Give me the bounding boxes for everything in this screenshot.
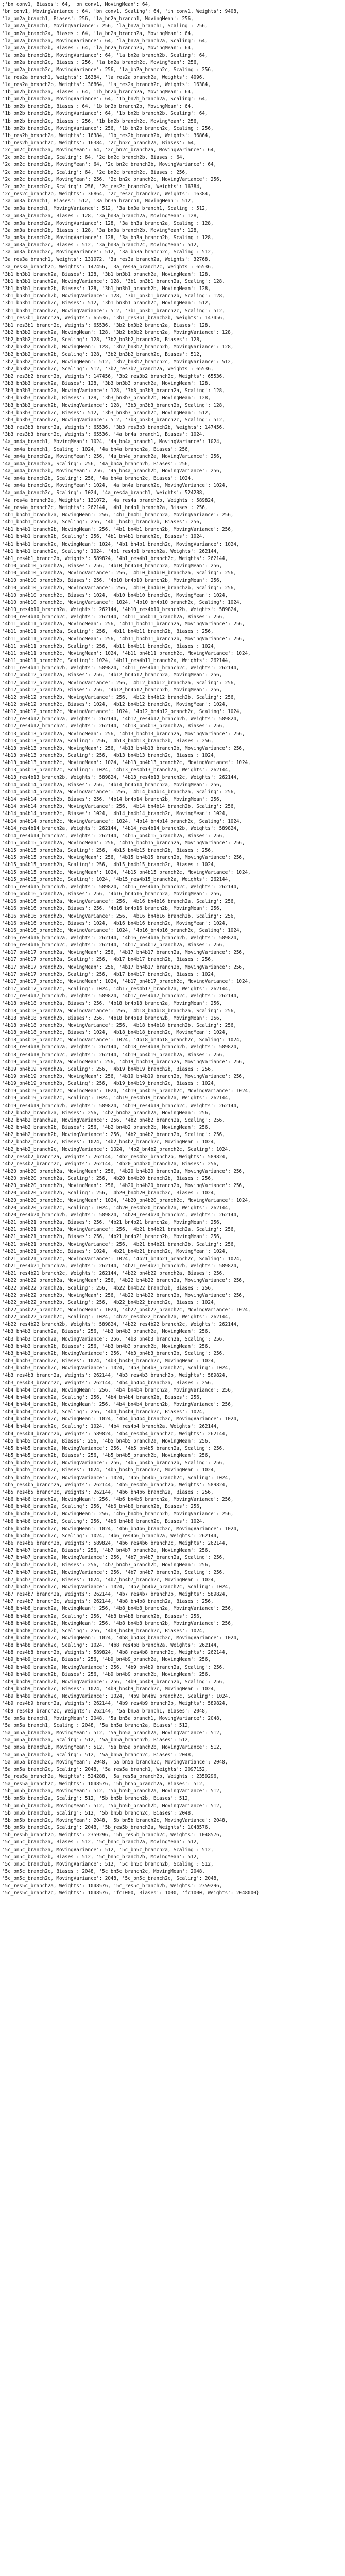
- log-line: '4b14_bn4b14_branch2a, MovingVariance': 256, '4b14_bn4b14_branch2a, Scaling': 256,: [2, 789, 236, 795]
- log-line: '4b1_bn4b1_branch2b, MovingMean': 256, '4b1_bn4b1_branch2b, MovingVariance': 256,: [2, 527, 234, 533]
- log-line: '4b19_bn4b19_branch2a, Scaling': 256, '4b19_bn4b19_branch2b, Biases': 256,: [2, 1066, 214, 1072]
- log-line: '3a_bn3a_branch2a, Biases': 128, '3a_bn3a_branch2a, MovingMean': 128,: [2, 213, 199, 219]
- log-line: '4b7_bn4b7_branch2c, MovingVariance': 1024, '4b7_bn4b7_branch2c, Scaling': 1024,: [2, 1584, 231, 1590]
- log-line: '4b18_bn4b18_branch2a, MovingVariance': 256, '4b18_bn4b18_branch2a, Scaling': 256,: [2, 1008, 236, 1014]
- log-line: '4a_bn4a_branch2a, MovingMean': 256, '4a_bn4a_branch2a, MovingVariance': 256,: [2, 453, 222, 460]
- log-line: '3b3_bn3b3_branch2c, MovingVariance': 512, '3b3_bn3b3_branch2c, Scaling': 512,: [2, 417, 225, 423]
- log-line: '4b16_res4b16_branch2a, Weights': 262144, '4b16_res4b16_branch2b, Weights': 589824,: [2, 935, 239, 941]
- log-line: '3b2_bn3b2_branch2a, MovingMean': 128, '3b2_bn3b2_branch2a, MovingVariance': 128,: [2, 330, 234, 336]
- log-line: '4b19_bn4b19_branch2c, Scaling': 1024, '4b19_res4b19_branch2a, Weights': 262144,: [2, 1095, 231, 1101]
- log-line: '5c_bn5c_branch2a, MovingVariance': 512, '5c_bn5c_branch2a, Scaling': 512,: [2, 1846, 214, 1853]
- log-line: '4b8_bn4b8_branch2c, MovingMean': 1024, '4b8_bn4b8_branch2c, MovingVariance': 1024,: [2, 1635, 239, 1641]
- log-line: '4b12_bn4b12_branch2c, Biases': 1024, '4b12_bn4b12_branch2c, MovingMean': 1024,: [2, 702, 228, 707]
- log-line: '4b10_res4b10_branch2c, Weights': 262144, '4b11_bn4b11_branch2a, Biases': 256,: [2, 614, 225, 620]
- log-line: 'la_res2a_branch2b, Weights': 36864, 'la_res2a_branch2c, Weights': 16384,: [2, 81, 211, 88]
- log-line: '4b9_bn4b9_branch2a, Biases': 256, '4b9_bn4b9_branch2a, MovingMean': 256,: [2, 1657, 211, 1663]
- log-line: '4b10_bn4b10_branch2b, Biases': 256, '4b10_bn4b10_branch2b, MovingMean': 256,: [2, 578, 222, 584]
- log-line: '5a_bn5a_branch2a, MovingMean': 512, '5a_bn5a_branch2a, MovingVariance': 512,: [2, 1730, 222, 1736]
- log-line: '4b21_bn4b21_branch2c, Biases': 1024, '4b21_bn4b21_branch2c, MovingMean': 1024,: [2, 1248, 228, 1255]
- log-line: '2c_bn2c_branch2c, MovingMean': 256, '2c_bn2c_branch2c, MovingVariance': 256,: [2, 176, 222, 182]
- log-line: '4b13_bn4b13_branch2c, Scaling': 1024, '4b13_res4b13_branch2a, Weights': 262144,: [2, 767, 231, 773]
- log-line: '4b3_bn4b3_branch2c, Biases': 1024, '4b3_bn4b3_branch2c, MovingMean': 1024,: [2, 1358, 217, 1364]
- log-line: '5b_bn5b_branch2b, Scaling': 512, '5b_bn5b_branch2c, Biases': 2048,: [2, 1810, 194, 1816]
- log-line: '4b15_bn4b15_branch2b, MovingMean': 256, '4b15_bn4b15_branch2b, MovingVariance': 256,: [2, 855, 245, 861]
- log-line: '4b19_res4b19_branch2b, Weights': 589824, '4b19_res4b19_branch2c, Weights': 262144,: [2, 1103, 239, 1109]
- log-line: '5a_res5a_branch2c, Weights': 1048576, '5b_bn5b_branch2a, Biases': 512,: [2, 1781, 205, 1787]
- log-line: '4b19_bn4b19_branch2b, Scaling': 256, '4b19_bn4b19_branch2c, Biases': 1024,: [2, 1081, 217, 1087]
- log-line: '3a_bn3a_branch1, Biases': 512, '3a_bn3a_branch1, MovingMean': 512,: [2, 198, 194, 205]
- log-line: '4b3_bn4b3_branch2a, Biases': 256, '4b3_bn4b3_branch2a, MovingMean': 256,: [2, 1329, 211, 1335]
- log-line: '4b12_bn4b12_branch2c, MovingVariance': 1024, '4b12_bn4b12_branch2c, Scaling': 1024,: [2, 709, 242, 715]
- log-line: '4b15_bn4b15_branch2a, MovingMean': 256, '4b15_bn4b15_branch2a, MovingVariance': 256,: [2, 840, 245, 846]
- log-line: '4b16_bn4b16_branch2b, MovingVariance': 256, '4b16_bn4b16_branch2b, Scaling': 256,: [2, 913, 236, 919]
- log-line: '4b18_res4b18_branch2a, Weights': 262144, '4b18_res4b18_branch2b, Weights': 589824,: [2, 1044, 239, 1050]
- log-line: '4b12_res4b12_branch2c, Weights': 262144, '4b13_bn4b13_branch2a, Biases': 256,: [2, 723, 225, 730]
- log-line: '4b17_bn4b17_branch2c, MovingMean': 1024, '4b17_bn4b17_branch2c, MovingVariance': 1024,: [2, 978, 251, 985]
- log-line: '4b9_res4b9_branch2c, Weights': 262144, '5a_bn5a_branch1, Biases': 2048,: [2, 1708, 208, 1714]
- log-line: '4b10_res4b10_branch2a, Weights': 262144, '4b10_res4b10_branch2b, Weights': 589824,: [2, 606, 239, 613]
- log-line: '4b14_bn4b14_branch2c, MovingVariance': 1024, '4b14_bn4b14_branch2c, Scaling': 1024,: [2, 818, 242, 824]
- log-line: '4b6_bn4b6_branch2a, Scaling': 256, '4b6_bn4b6_branch2b, Biases': 256,: [2, 1504, 202, 1510]
- log-line: '1b_bn2b_branch2a, Biases': 64, '1b_bn2b_branch2a, MovingMean': 64,: [2, 89, 194, 95]
- log-line: '4b22_bn4b22_branch2a, MovingMean': 256, '4b22_bn4b22_branch2a, MovingVariance': 256,: [2, 1278, 245, 1284]
- log-line: '4b5_bn4b5_branch2b, MovingVariance': 256, '4b5_bn4b5_branch2b, Scaling': 256,: [2, 1460, 225, 1466]
- log-line: '4b10_bn4b10_branch2a, MovingVariance': 256, '4b10_bn4b10_branch2a, Scaling': 256,: [2, 570, 236, 577]
- log-line: '4b8_bn4b8_branch2c, Scaling': 1024, '4b8_res4b8_branch2a, Weights': 262144,: [2, 1642, 219, 1649]
- log-line: '4b11_bn4b11_branch2c, MovingMean': 1024, '4b11_bn4b11_branch2c, MovingVariance': 1024,: [2, 650, 251, 656]
- log-line: '3b3_res3b3_branch2c, Weights': 65536, '4a_bn4a_branch1, Biases': 1024,: [2, 432, 205, 438]
- log-line: '4b22_bn4b22_branch2c, Scaling': 1024, '4b22_res4b22_branch2a, Weights': 262144,: [2, 1314, 231, 1320]
- log-line: '4b16_bn4b16_branch2a, Biases': 256, '4b16_bn4b16_branch2a, MovingMean': 256,: [2, 891, 222, 897]
- log-line: 'la_bn2a_branch2a, Biases': 64, 'la_bn2a_branch2a, MovingMean': 64,: [2, 30, 194, 37]
- log-line: '4a_res4a_branch2a, Weights': 131072, '4a_res4a_branch2b, Weights': 589824,: [2, 497, 217, 503]
- log-line: '4b5_bn4b5_branch2c, MovingVariance': 1024, '4b5_bn4b5_branch2c, Scaling': 1024,: [2, 1475, 231, 1481]
- log-line: '2c_bn2c_branch2b, MovingMean': 64, '2c_bn2c_branch2b, MovingVariance': 64,: [2, 162, 217, 168]
- log-line: '4b11_bn4b11_branch2a, Scaling': 256, '4b11_bn4b11_branch2b, Biases': 256,: [2, 629, 214, 635]
- log-line: '1b_bn2b_branch2b, MovingVariance': 64, '1b_bn2b_branch2b, Scaling': 64,: [2, 111, 208, 117]
- log-line: '4b19_bn4b19_branch2c, MovingMean': 1024, '4b19_bn4b19_branch2c, MovingVariance': 1024,: [2, 1088, 251, 1094]
- log-line: '4a_bn4a_branch1, Scaling': 1024, '4a_bn4a_branch2a, Biases': 256,: [2, 446, 191, 452]
- log-line: '4b7_bn4b7_branch2c, Biases': 1024, '4b7_bn4b7_branch2c, MovingMean': 1024,: [2, 1577, 217, 1583]
- log-line: '4b22_bn4b22_branch2c, MovingMean': 1024, '4b22_bn4b22_branch2c, MovingVariance': 1024,: [2, 1307, 251, 1313]
- log-line: '1b_res2b_branch2c, Weights': 16384, '2c_bn2c_branch2a, Biases': 64,: [2, 140, 197, 146]
- log-line: '4b1_bn4b1_branch2a, MovingMean': 256, '4b1_bn4b1_branch2a, MovingVariance': 256,: [2, 512, 234, 518]
- log-line: '4b19_bn4b19_branch2a, MovingMean': 256, '4b19_bn4b19_branch2a, MovingVariance': 256,: [2, 1059, 245, 1065]
- log-line: '4b18_bn4b18_branch2a, Biases': 256, '4b18_bn4b18_branch2a, MovingMean': 256,: [2, 1001, 222, 1007]
- log-line: '4b15_bn4b15_branch2a, Scaling': 256, '4b15_bn4b15_branch2b, Biases': 256,: [2, 848, 214, 854]
- log-line: '4b21_bn4b21_branch2b, Biases': 256, '4b21_bn4b21_branch2b, MovingMean': 256,: [2, 1234, 222, 1240]
- log-line: '4b2_bn4b2_branch2c, MovingVariance': 1024, '4b2_bn4b2_branch2c, Scaling': 1024,: [2, 1146, 231, 1153]
- log-line: '4b9_bn4b9_branch2b, Biases': 256, '4b9_bn4b9_branch2b, MovingMean': 256,: [2, 1671, 211, 1677]
- log-line: '4b13_bn4b13_branch2c, MovingMean': 1024, '4b13_bn4b13_branch2c, MovingVariance': 1024,: [2, 760, 251, 766]
- log-line: '4b1_bn4b1_branch2b, Scaling': 256, '4b1_bn4b1_branch2c, Biases': 1024,: [2, 534, 205, 540]
- log-line: '2c_bn2c_branch2c, Scaling': 256, '2c_res2c_branch2a, Weights': 16384,: [2, 183, 202, 190]
- log-line: '3a_bn3a_branch1, MovingVariance': 512, '3a_bn3a_branch1, Scaling': 512,: [2, 206, 208, 212]
- log-line: '4b1_bn4b1_branch2c, Scaling': 1024, '4b1_res4b1_branch2a, Weights': 262144,: [2, 548, 219, 554]
- log-line: '4b7_res4b7_branch2a, Weights': 262144, '4b7_res4b7_branch2b, Weights': 589824,: [2, 1591, 228, 1598]
- log-line: '4b20_bn4b20_branch2a, Scaling': 256, '4b20_bn4b20_branch2b, Biases': 256,: [2, 1176, 214, 1182]
- log-line: '4b11_bn4b11_branch2a, MovingMean': 256, '4b11_bn4b11_branch2a, MovingVariance': 256,: [2, 621, 245, 628]
- log-line: '2c_res2c_branch2b, Weights': 36864, '2c_res2c_branch2c, Weights': 16384,: [2, 191, 211, 197]
- log-line: '4b13_bn4b13_branch2b, Scaling': 256, '4b13_bn4b13_branch2c, Biases': 1024,: [2, 753, 217, 759]
- log-line: '4b10_bn4b10_branch2c, Biases': 1024, '4b10_bn4b10_branch2c, MovingMean': 1024,: [2, 592, 228, 598]
- log-line: '4b8_bn4b8_branch2b, Scaling': 256, '4b8_bn4b8_branch2c, Biases': 1024,: [2, 1628, 205, 1634]
- log-line: '2c_bn2c_branch2a, MovingMean': 64, '2c_bn2c_branch2a, MovingVariance': 64,: [2, 147, 217, 154]
- log-line: '4b20_res4b20_branch2b, Weights': 589824, '4b20_res4b20_branch2c, Weights': 262144,: [2, 1212, 239, 1218]
- log-line: '4b7_bn4b7_branch2a, MovingVariance': 256, '4b7_bn4b7_branch2a, Scaling': 256,: [2, 1555, 225, 1561]
- log-line: '3a_res3a_branch1, Weights': 131072, '3a_res3a_branch2a, Weights': 32768,: [2, 257, 211, 263]
- log-line: '4b15_bn4b15_branch2c, Scaling': 1024, '4b15_res4b15_branch2a, Weights': 262144,: [2, 876, 231, 883]
- log-line: '4b19_bn4b19_branch2b, MovingMean': 256, '4b19_bn4b19_branch2b, MovingVariance': 256,: [2, 1073, 245, 1079]
- log-line: '4b14_bn4b14_branch2b, MovingVariance': 256, '4b14_bn4b14_branch2b, Scaling': 256,: [2, 804, 236, 810]
- log-line: '4b21_bn4b21_branch2a, Biases': 256, '4b21_bn4b21_branch2a, MovingMean': 256,: [2, 1219, 222, 1226]
- log-line: '3b3_bn3b3_branch2b, Biases': 128, '3b3_bn3b3_branch2b, MovingMean': 128,: [2, 395, 211, 401]
- log-line: '3a_bn3a_branch2c, MovingVariance': 512, '3a_bn3a_branch2c, Scaling': 512,: [2, 249, 214, 256]
- log-line: '3b1_bn3b1_branch2c, MovingVariance': 512, '3b1_bn3b1_branch2c, Scaling': 512,: [2, 308, 225, 314]
- log-line: '4b6_bn4b6_branch2c, MovingMean': 1024, '4b6_bn4b6_branch2c, MovingVariance': 1024,: [2, 1526, 239, 1532]
- log-line: '4b20_bn4b20_branch2a, MovingMean': 256, '4b20_bn4b20_branch2a, MovingVariance': 256,: [2, 1168, 245, 1174]
- log-line: '4b3_bn4b3_branch2b, Biases': 256, '4b3_bn4b3_branch2b, MovingMean': 256,: [2, 1343, 211, 1349]
- log-line: '3b2_res3b2_branch2b, Weights': 147456, '3b2_res3b2_branch2c, Weights': 65536,: [2, 373, 225, 379]
- log-line: '3a_bn3a_branch2b, MovingVariance': 128, '3a_bn3a_branch2b, Scaling': 128,: [2, 235, 214, 241]
- log-line: '4b20_bn4b20_branch2b, Scaling': 256, '4b20_bn4b20_branch2c, Biases': 1024,: [2, 1190, 217, 1196]
- log-line: '4b3_res4b3_branch2a, Weights': 262144, '4b3_res4b3_branch2b, Weights': 589824,: [2, 1372, 228, 1379]
- log-line: '4b16_bn4b16_branch2b, Biases': 256, '4b16_bn4b16_branch2b, MovingMean': 256,: [2, 906, 222, 912]
- log-line: '4b4_bn4b4_branch2c, Scaling': 1024, '4b4_res4b4_branch2a, Weights': 262144,: [2, 1423, 219, 1430]
- log-line: '4b18_bn4b18_branch2c, MovingVariance': 1024, '4b18_bn4b18_branch2c, Scaling': 1024,: [2, 1037, 242, 1043]
- log-line: '4b8_bn4b8_branch2b, MovingMean': 256, '4b8_bn4b8_branch2b, MovingVariance': 256,: [2, 1620, 234, 1626]
- log-line: '4b20_bn4b20_branch2c, Scaling': 1024, '4b20_res4b20_branch2a, Weights': 262144,: [2, 1205, 231, 1211]
- log-line: '4a_bn4a_branch2c, Scaling': 1024, '4a_res4a_branch1, Weights': 524288,: [2, 490, 205, 496]
- log-line: 'la_bn2a_branch2b, MovingVariance': 64, 'la_bn2a_branch2b, Scaling': 64,: [2, 53, 208, 59]
- log-line: '4b2_res4b2_branch2a, Weights': 262144, '4b2_res4b2_branch2b, Weights': 589824,: [2, 1154, 228, 1160]
- log-line: '3b1_bn3b1_branch2c, Biases': 512, '3b1_bn3b1_branch2c, MovingMean': 512,: [2, 300, 211, 307]
- log-line: '4b14_res4b14_branch2c, Weights': 262144, '4b15_bn4b15_branch2a, Biases': 256,: [2, 833, 225, 839]
- log-line: '4b14_res4b14_branch2a, Weights': 262144, '4b14_res4b14_branch2b, Weights': 589824,: [2, 825, 239, 832]
- log-line: '4b12_res4b12_branch2a, Weights': 262144, '4b12_res4b12_branch2b, Weights': 589824,: [2, 716, 239, 722]
- log-line: '1b_bn2b_branch2b, Biases': 64, '1b_bn2b_branch2b, MovingMean': 64,: [2, 104, 194, 110]
- log-line: '4b15_res4b15_branch2b, Weights': 589824, '4b15_res4b15_branch2c, Weights': 262144,: [2, 884, 239, 890]
- log-line: '4b2_bn4b2_branch2c, Biases': 1024, '4b2_bn4b2_branch2c, MovingMean': 1024,: [2, 1139, 217, 1145]
- log-line: '4b5_res4b5_branch2a, Weights': 262144, '4b5_res4b5_branch2b, Weights': 589824,: [2, 1482, 228, 1488]
- log-line: 'bn_conv1, MovingVariance': 64, 'bn_conv1, Scaling': 64, 'in_conv1, Weights': 9408,: [2, 9, 239, 15]
- log-line: '4a_bn4a_branch2b, Scaling': 256, '4a_bn4a_branch2c, Biases': 1024,: [2, 476, 194, 482]
- log-line: '4b11_bn4b11_branch2c, Scaling': 1024, '4b11_res4b11_branch2a, Weights': 262144,: [2, 658, 231, 664]
- log-line: '5a_bn5a_branch2b, MovingMean': 512, '5a_bn5a_branch2b, MovingVariance': 512,: [2, 1744, 222, 1751]
- log-line: '4b6_bn4b6_branch2b, Scaling': 256, '4b6_bn4b6_branch2c, Biases': 1024,: [2, 1518, 205, 1524]
- log-line: '4b17_res4b17_branch2b, Weights': 589824, '4b17_res4b17_branch2c, Weights': 262144,: [2, 993, 239, 999]
- log-line: '4b16_bn4b16_branch2a, MovingVariance': 256, '4b16_bn4b16_branch2a, Scaling': 256,: [2, 899, 236, 905]
- log-line: '5a_bn5a_branch2a, Scaling': 512, '5a_bn5a_branch2b, Biases': 512,: [2, 1737, 191, 1743]
- log-line: '4b9_res4b9_branch2a, Weights': 262144, '4b9_res4b9_branch2b, Weights': 589824,: [2, 1701, 228, 1707]
- log-line: '5b_bn5b_branch2a, MovingMean': 512, '5b_bn5b_branch2a, MovingVariance': 512,: [2, 1788, 222, 1794]
- log-line: '4b16_bn4b16_branch2c, Biases': 1024, '4b16_bn4b16_branch2c, MovingMean': 1024,: [2, 920, 228, 926]
- log-line: '5c_bn5c_branch2c, Biases': 2048, '5c_bn5c_branch2c, MovingMean': 2048,: [2, 1869, 205, 1874]
- log-line: '5a_bn5a_branch1, Scaling': 2048, '5a_bn5a_branch2a, Biases': 512,: [2, 1722, 191, 1728]
- log-line: '4b9_bn4b9_branch2c, MovingVariance': 1024, '4b9_bn4b9_branch2c, Scaling': 1024,: [2, 1693, 231, 1700]
- log-line: '3b1_bn3b1_branch2b, MovingVariance': 128, '3b1_bn3b1_branch2b, Scaling': 128,: [2, 293, 225, 299]
- log-line: '5c_bn5c_branch2b, MovingVariance': 512, '5c_bn5c_branch2b, Scaling': 512,: [2, 1861, 214, 1867]
- log-line: '4b13_bn4b13_branch2b, MovingMean': 256, '4b13_bn4b13_branch2b, MovingVariance': 256,: [2, 745, 245, 751]
- log-line: 'la_bn2a_branch1, MovingVariance': 256, 'la_bn2a_branch1, Scaling': 256,: [2, 23, 208, 29]
- log-line: '3b3_bn3b3_branch2a, Biases': 128, '3b3_bn3b3_branch2a, MovingMean': 128,: [2, 381, 211, 387]
- log-line: '4b22_bn4b22_branch2a, Scaling': 256, '4b22_bn4b22_branch2b, Biases': 256,: [2, 1285, 214, 1291]
- log-line: '3a_bn3a_branch2b, Biases': 128, '3a_bn3a_branch2b, MovingMean': 128,: [2, 227, 199, 233]
- log-line: '5b_res5b_branch2b, Weights': 2359296, '5b_res5b_branch2c, Weights': 1048576,: [2, 1832, 222, 1838]
- log-line: '5a_bn5a_branch1, MovingMean': 2048, '5a_bn5a_branch1, MovingVariance': 2048,: [2, 1715, 222, 1721]
- log-line: '4b7_res4b7_branch2c, Weights': 262144, '4b8_bn4b8_branch2a, Biases': 256,: [2, 1599, 214, 1605]
- log-line: '4b22_res4b22_branch2b, Weights': 589824, '4b22_res4b22_branch2c, Weights': 262144,: [2, 1321, 239, 1328]
- log-line: '4b16_res4b16_branch2c, Weights': 262144, '4b17_bn4b17_branch2a, Biases': 256,: [2, 942, 225, 948]
- log-line: '3b2_bn3b2_branch2c, MovingMean': 512, '3b2_bn3b2_branch2c, MovingVariance': 512,: [2, 359, 234, 365]
- log-line: '4b4_bn4b4_branch2b, Scaling': 256, '4b4_bn4b4_branch2c, Biases': 1024,: [2, 1409, 205, 1415]
- log-line: '4b14_bn4b14_branch2b, Biases': 256, '4b14_bn4b14_branch2b, MovingMean': 256,: [2, 796, 222, 803]
- log-line: '4b10_bn4b10_branch2b, MovingVariance': 256, '4b10_bn4b10_branch2b, Scaling': 256,: [2, 585, 236, 591]
- log-line: '3b1_bn3b1_branch2b, Biases': 128, '3b1_bn3b1_branch2b, MovingMean': 128,: [2, 286, 211, 292]
- log-line: '4a_bn4a_branch1, MovingMean': 1024, '4a_bn4a_branch1, MovingVariance': 1024,: [2, 439, 222, 445]
- log-line: '3b2_bn3b2_branch2c, Scaling': 512, '3b2_res3b2_branch2a, Weights': 65536,: [2, 366, 214, 372]
- log-line: '4b4_bn4b4_branch2b, MovingMean': 256, '4b4_bn4b4_branch2b, MovingVariance': 256,: [2, 1402, 234, 1408]
- log-line: 'la_bn2a_branch1, Biases': 256, 'la_bn2a_branch1, MovingMean': 256,: [2, 16, 194, 22]
- log-line: '4b1_bn4b1_branch2a, Scaling': 256, '4b1_bn4b1_branch2b, Biases': 256,: [2, 519, 202, 526]
- log-line: '1b_bn2b_branch2c, MovingVariance': 256, '1b_bn2b_branch2c, Scaling': 256,: [2, 125, 214, 131]
- log-line: '4b2_bn4b2_branch2a, MovingVariance': 256, '4b2_bn4b2_branch2a, Scaling': 256,: [2, 1117, 225, 1123]
- log-line: '4b18_bn4b18_branch2b, MovingVariance': 256, '4b18_bn4b18_branch2b, Scaling': 256,: [2, 1022, 236, 1028]
- log-line: '4b21_bn4b21_branch2b, MovingVariance': 256, '4b21_bn4b21_branch2b, Scaling': 256,: [2, 1241, 236, 1247]
- log-line: '4b5_bn4b5_branch2c, Biases': 1024, '4b5_bn4b5_branch2c, MovingMean': 1024,: [2, 1467, 217, 1473]
- log-line: '3b3_bn3b3_branch2b, MovingVariance': 128, '3b3_bn3b3_branch2b, Scaling': 128,: [2, 402, 225, 409]
- log-line: '4b2_bn4b2_branch2b, Biases': 256, '4b2_bn4b2_branch2b, MovingMean': 256,: [2, 1125, 211, 1131]
- log-line: '4b22_bn4b22_branch2b, MovingMean': 256, '4b22_bn4b22_branch2b, MovingVariance': 256,: [2, 1292, 245, 1298]
- log-line: 'la_bn2a_branch2a, MovingVariance': 64, 'la_bn2a_branch2a, Scaling': 64,: [2, 38, 208, 44]
- log-line: '4b21_res4b21_branch2c, Weights': 262144, '4b22_bn4b22_branch2a, Biases': 256,: [2, 1270, 225, 1277]
- log-line: '4b11_bn4b11_branch2b, MovingMean': 256, '4b11_bn4b11_branch2b, MovingVariance': 256,: [2, 636, 245, 642]
- log-line: '4b17_bn4b17_branch2b, MovingMean': 256, '4b17_bn4b17_branch2b, MovingVariance': 256,: [2, 964, 245, 970]
- log-line: '4a_bn4a_branch2c, MovingMean': 1024, '4a_bn4a_branch2c, MovingVariance': 1024,: [2, 483, 228, 489]
- log-line: 'la_bn2a_branch2c, Biases': 256, 'la_bn2a_branch2c, MovingMean': 256,: [2, 60, 199, 66]
- log-line: 'la_bn2a_branch2c, MovingVariance': 256, 'la_bn2a_branch2c, Scaling': 256,: [2, 67, 214, 73]
- log-line: '4b8_bn4b8_branch2a, MovingMean': 256, '4b8_bn4b8_branch2a, MovingVariance': 256,: [2, 1606, 234, 1612]
- log-line: '4b1_bn4b1_branch2c, MovingMean': 1024, '4b1_bn4b1_branch2c, MovingVariance': 1024,: [2, 541, 239, 547]
- log-line: '5a_res5a_branch2a, Weights': 524288, '5a_res5a_branch2b, Weights': 2359296,: [2, 1773, 219, 1780]
- log-line: '4b17_bn4b17_branch2a, MovingMean': 256, '4b17_bn4b17_branch2a, MovingVariance': 256,: [2, 950, 245, 956]
- log-line: '4b18_bn4b18_branch2b, Biases': 256, '4b18_bn4b18_branch2b, MovingMean': 256,: [2, 1015, 222, 1021]
- log-line: ;'bn_conv1, Biases': 64, 'bn_conv1, MovingMean': 64,: [2, 2, 151, 7]
- log-line: '1b_bn2b_branch2c, Biases': 256, '1b_bn2b_branch2c, MovingMean': 256,: [2, 118, 199, 124]
- log-line: '3b2_bn3b2_branch2b, Scaling': 128, '3b2_bn3b2_branch2c, Biases': 512,: [2, 351, 202, 358]
- log-line: '4b20_bn4b20_branch2c, MovingMean': 1024, '4b20_bn4b20_branch2c, MovingVariance': 1024,: [2, 1197, 251, 1204]
- log-line: '4b6_bn4b6_branch2a, MovingMean': 256, '4b6_bn4b6_branch2a, MovingVariance': 256,: [2, 1497, 234, 1503]
- log-line: '5b_bn5b_branch2c, Scaling': 2048, '5b_res5b_branch2a, Weights': 1048576,: [2, 1825, 211, 1831]
- log-line: '5a_bn5a_branch2c, Scaling': 2048, '5a_res5a_branch1, Weights': 2097152,: [2, 1766, 208, 1772]
- log-line: '5b_bn5b_branch2b, MovingMean': 512, '5b_bn5b_branch2b, MovingVariance': 512,: [2, 1803, 222, 1809]
- log-line: '4b11_bn4b11_branch2b, Scaling': 256, '4b11_bn4b11_branch2c, Biases': 1024,: [2, 643, 217, 649]
- log-line: '1b_bn2b_branch2a, MovingVariance': 64, '1b_bn2b_branch2a, Scaling': 64,: [2, 96, 208, 103]
- log-line: '4b7_bn4b7_branch2b, Biases': 256, '4b7_bn4b7_branch2b, MovingMean': 256,: [2, 1562, 211, 1568]
- log-line: '2c_bn2c_branch2a, Scaling': 64, '2c_bn2c_branch2b, Biases': 64,: [2, 155, 185, 161]
- log-line: '4b22_bn4b22_branch2b, Scaling': 256, '4b22_bn4b22_branch2c, Biases': 1024,: [2, 1299, 217, 1306]
- log-line: '3b1_res3b1_branch2c, Weights': 65536, '3b2_bn3b2_branch2a, Biases': 128,: [2, 322, 211, 328]
- log-line: '4b13_bn4b13_branch2a, MovingMean': 256, '4b13_bn4b13_branch2a, MovingVariance': 256,: [2, 731, 245, 737]
- log-line: '4b3_bn4b3_branch2c, MovingVariance': 1024, '4b3_bn4b3_branch2c, Scaling': 1024,: [2, 1365, 231, 1371]
- log-line: '4b21_res4b21_branch2a, Weights': 262144, '4b21_res4b21_branch2b, Weights': 589824,: [2, 1263, 239, 1269]
- log-line: '4b11_res4b11_branch2b, Weights': 589824, '4b11_res4b11_branch2c, Weights': 262144,: [2, 665, 239, 671]
- log-line: '4b21_bn4b21_branch2a, MovingVariance': 256, '4b21_bn4b21_branch2a, Scaling': 256,: [2, 1227, 236, 1233]
- log-line: '4b6_bn4b6_branch2c, Scaling': 1024, '4b6_res4b6_branch2a, Weights': 262144,: [2, 1533, 219, 1539]
- log-line: '4b17_bn4b17_branch2a, Scaling': 256, '4b17_bn4b17_branch2b, Biases': 256,: [2, 957, 214, 963]
- log-line: '3b2_bn3b2_branch2a, Scaling': 128, '3b2_bn3b2_branch2b, Biases': 128,: [2, 337, 202, 343]
- log-line: '4b4_bn4b4_branch2c, MovingMean': 1024, '4b4_bn4b4_branch2c, MovingVariance': 1024,: [2, 1416, 239, 1422]
- log-line: '5b_bn5b_branch2c, MovingMean': 2048, '5b_bn5b_branch2c, MovingVariance': 2048,: [2, 1817, 228, 1823]
- log-line: '3a_res3a_branch2b, Weights': 147456, '3a_res3a_branch2c, Weights': 65536,: [2, 264, 214, 270]
- log-line: '4b13_bn4b13_branch2a, Scaling': 256, '4b13_bn4b13_branch2b, Biases': 256,: [2, 738, 214, 744]
- log-line: '4b13_res4b13_branch2b, Weights': 589824, '4b13_res4b13_branch2c, Weights': 262144,: [2, 774, 239, 781]
- log-line: '4b5_bn4b5_branch2b, Biases': 256, '4b5_bn4b5_branch2b, MovingMean': 256,: [2, 1453, 211, 1459]
- log-line: '3b3_bn3b3_branch2c, Biases': 512, '3b3_bn3b3_branch2c, MovingMean': 512,: [2, 410, 211, 416]
- log-line: '5c_res5c_branch2a, Weights': 1048576, '5c_res5c_branch2b, Weights': 2359296,: [2, 1883, 222, 1889]
- log-line: '4b4_bn4b4_branch2a, MovingMean': 256, '4b4_bn4b4_branch2a, MovingVariance': 256,: [2, 1387, 234, 1393]
- log-line: '4b7_bn4b7_branch2a, Biases': 256, '4b7_bn4b7_branch2a, MovingMean': 256,: [2, 1548, 211, 1554]
- log-line: '5c_bn5c_branch2b, Biases': 512, '5c_bn5c_branch2b, MovingMean': 512,: [2, 1854, 199, 1860]
- log-line: '4b12_bn4b12_branch2a, MovingVariance': 256, '4b12_bn4b12_branch2a, Scaling': 256,: [2, 680, 236, 686]
- log-line: '2c_bn2c_branch2b, Scaling': 64, '2c_bn2c_branch2c, Biases': 256,: [2, 169, 188, 175]
- log-line: '5b_bn5b_branch2a, Scaling': 512, '5b_bn5b_branch2b, Biases': 512,: [2, 1795, 191, 1802]
- log-line: '4b3_bn4b3_branch2a, MovingVariance': 256, '4b3_bn4b3_branch2a, Scaling': 256,: [2, 1336, 225, 1342]
- log-line: '3b1_bn3b1_branch2a, Biases': 128, '3b1_bn3b1_branch2a, MovingMean': 128,: [2, 271, 211, 277]
- log-line: '4a_bn4a_branch2a, Scaling': 256, '4a_bn4a_branch2b, Biases': 256,: [2, 461, 191, 467]
- log-line: '4b12_bn4b12_branch2b, Biases': 256, '4b12_bn4b12_branch2b, MovingMean': 256,: [2, 687, 222, 693]
- log-line: '3b3_res3b3_branch2a, Weights': 65536, '3b3_res3b3_branch2b, Weights': 147456,: [2, 425, 225, 431]
- log-line: '5a_bn5a_branch2c, MovingMean': 2048, '5a_bn5a_branch2c, MovingVariance': 2048,: [2, 1759, 228, 1765]
- log-line: '4b1_res4b1_branch2b, Weights': 589824, '4b1_res4b1_branch2c, Weights': 262144,: [2, 555, 228, 562]
- log-line: '4b12_bn4b12_branch2a, Biases': 256, '4b12_bn4b12_branch2a, MovingMean': 256,: [2, 672, 222, 679]
- log-line: '1b_res2b_branch2a, Weights': 16384, '1b_res2b_branch2b, Weights': 36864,: [2, 132, 211, 139]
- log-line: '4b6_bn4b6_branch2b, MovingMean': 256, '4b6_bn4b6_branch2b, MovingVariance': 256,: [2, 1511, 234, 1517]
- log-line: '4b8_bn4b8_branch2a, Scaling': 256, '4b8_bn4b8_branch2b, Biases': 256,: [2, 1613, 202, 1619]
- log-line: '4b5_bn4b5_branch2a, MovingVariance': 256, '4b5_bn4b5_branch2a, Scaling': 256,: [2, 1445, 225, 1451]
- log-line: '4b15_bn4b15_branch2c, MovingMean': 1024, '4b15_bn4b15_branch2c, MovingVariance': 1024,: [2, 869, 251, 875]
- log-line: '4a_res4a_branch2c, Weights': 262144, '4b1_bn4b1_branch2a, Biases': 256,: [2, 504, 208, 511]
- log-line: '4b18_bn4b18_branch2c, Biases': 1024, '4b18_bn4b18_branch2c, MovingMean': 1024,: [2, 1030, 228, 1036]
- log-line: '4b10_bn4b10_branch2a, Biases': 256, '4b10_bn4b10_branch2a, MovingMean': 256,: [2, 563, 222, 569]
- log-line: '4b10_bn4b10_branch2c, MovingVariance': 1024, '4b10_bn4b10_branch2c, Scaling': 1024,: [2, 599, 242, 605]
- log-line: '3a_bn3a_branch2c, Biases': 512, '3a_bn3a_branch2c, MovingMean': 512,: [2, 242, 199, 248]
- log-line: '4b17_bn4b17_branch2c, Scaling': 1024, '4b17_res4b17_branch2a, Weights': 262144,: [2, 986, 231, 992]
- log-line: '4b15_bn4b15_branch2b, Scaling': 256, '4b15_bn4b15_branch2c, Biases': 1024,: [2, 862, 217, 868]
- log-line: '4b12_bn4b12_branch2b, MovingVariance': 256, '4b12_bn4b12_branch2b, Scaling': 256,: [2, 694, 236, 700]
- log-line: '3b3_bn3b3_branch2a, MovingVariance': 128, '3b3_bn3b3_branch2a, Scaling': 128,: [2, 388, 225, 394]
- log-line: '4a_bn4a_branch2b, MovingMean': 256, '4a_bn4a_branch2b, MovingVariance': 256,: [2, 468, 222, 474]
- log-line: '4b20_bn4b20_branch2b, MovingMean': 256, '4b20_bn4b20_branch2b, MovingVariance': 256,: [2, 1183, 245, 1189]
- log-line: '4b3_bn4b3_branch2b, MovingVariance': 256, '4b3_bn4b3_branch2b, Scaling': 256,: [2, 1350, 225, 1357]
- log-line: '4b7_bn4b7_branch2b, MovingVariance': 256, '4b7_bn4b7_branch2b, Scaling': 256,: [2, 1569, 225, 1575]
- log-line: '5a_bn5a_branch2b, Scaling': 512, '5a_bn5a_branch2c, Biases': 2048,: [2, 1752, 194, 1758]
- log-line: '5c_bn5c_branch2c, MovingVariance': 2048, '5c_bn5c_branch2c, Scaling': 2048,: [2, 1876, 219, 1882]
- log-line: 'la_res2a_branch1, Weights': 16384, 'la_res2a_branch2a, Weights': 4096,: [2, 74, 205, 80]
- log-line: '4b16_bn4b16_branch2c, MovingVariance': 1024, '4b16_bn4b16_branch2c, Scaling': 1024,: [2, 927, 242, 934]
- log-line: '3b2_bn3b2_branch2b, MovingMean': 128, '3b2_bn3b2_branch2b, MovingVariance': 128,: [2, 344, 234, 350]
- log-line: '4b8_res4b8_branch2b, Weights': 589824, '4b8_res4b8_branch2c, Weights': 262144,: [2, 1650, 228, 1656]
- log-line: '5c_res5c_branch2c, Weights': 1048576, 'fc1000, Biases': 1000, 'fc1000, Weights': 2048000}: [2, 1890, 260, 1896]
- log-line: '4b9_bn4b9_branch2b, MovingVariance': 256, '4b9_bn4b9_branch2b, Scaling': 256,: [2, 1679, 225, 1685]
- log-line: '4b5_res4b5_branch2c, Weights': 262144, '4b6_bn4b6_branch2a, Biases': 256,: [2, 1489, 214, 1495]
- log-line: '3b1_res3b1_branch2a, Weights': 65536, '3b1_res3b1_branch2b, Weights': 147456,: [2, 315, 225, 321]
- log-line: '3a_bn3a_branch2a, MovingVariance': 128, '3a_bn3a_branch2a, Scaling': 128,: [2, 220, 214, 226]
- log-line: '4b17_bn4b17_branch2b, Scaling': 256, '4b17_bn4b17_branch2c, Biases': 1024,: [2, 971, 217, 977]
- log-line: '4b5_bn4b5_branch2a, Biases': 256, '4b5_bn4b5_branch2a, MovingMean': 256,: [2, 1438, 211, 1444]
- log-line: '3b1_bn3b1_branch2a, MovingVariance': 128, '3b1_bn3b1_branch2a, Scaling': 128,: [2, 278, 225, 284]
- log-line: '4b2_res4b2_branch2c, Weights': 262144, '4b20_bn4b20_branch2a, Biases': 256,: [2, 1161, 219, 1167]
- log-line: '4b21_bn4b21_branch2c, MovingVariance': 1024, '4b21_bn4b21_branch2c, Scaling': 1024,: [2, 1256, 242, 1262]
- log-line: '5c_bn5c_branch2a, Biases': 512, '5c_bn5c_branch2a, MovingMean': 512,: [2, 1839, 199, 1845]
- log-line: '4b4_bn4b4_branch2a, Scaling': 256, '4b4_bn4b4_branch2b, Biases': 256,: [2, 1394, 202, 1400]
- log-line: '4b3_res4b3_branch2c, Weights': 262144, '4b4_bn4b4_branch2a, Biases': 256,: [2, 1380, 214, 1386]
- log-line: '4b9_bn4b9_branch2a, MovingVariance': 256, '4b9_bn4b9_branch2a, Scaling': 256,: [2, 1664, 225, 1670]
- log-line: '4b18_res4b18_branch2c, Weights': 262144, '4b19_bn4b19_branch2a, Biases': 256,: [2, 1052, 225, 1058]
- log-line: '4b9_bn4b9_branch2c, Biases': 1024, '4b9_bn4b9_branch2c, MovingMean': 1024,: [2, 1686, 217, 1692]
- log-line: '4b14_bn4b14_branch2c, Biases': 1024, '4b14_bn4b14_branch2c, MovingMean': 1024,: [2, 811, 228, 817]
- log-line: '4b14_bn4b14_branch2a, Biases': 256, '4b14_bn4b14_branch2a, MovingMean': 256,: [2, 782, 222, 788]
- log-line: 'la_bn2a_branch2b, Biases': 64, 'la_bn2a_branch2b, MovingMean': 64,: [2, 45, 194, 51]
- log-line: '4b2_bn4b2_branch2a, Biases': 256, '4b2_bn4b2_branch2a, MovingMean': 256,: [2, 1110, 211, 1116]
- log-line: '4b4_res4b4_branch2b, Weights': 589824, '4b4_res4b4_branch2c, Weights': 262144,: [2, 1431, 228, 1437]
- log-line: '4b2_bn4b2_branch2b, MovingVariance': 256, '4b2_bn4b2_branch2b, Scaling': 256,: [2, 1132, 225, 1138]
- log-line: '4b6_res4b6_branch2b, Weights': 589824, '4b6_res4b6_branch2c, Weights': 262144,: [2, 1540, 228, 1546]
